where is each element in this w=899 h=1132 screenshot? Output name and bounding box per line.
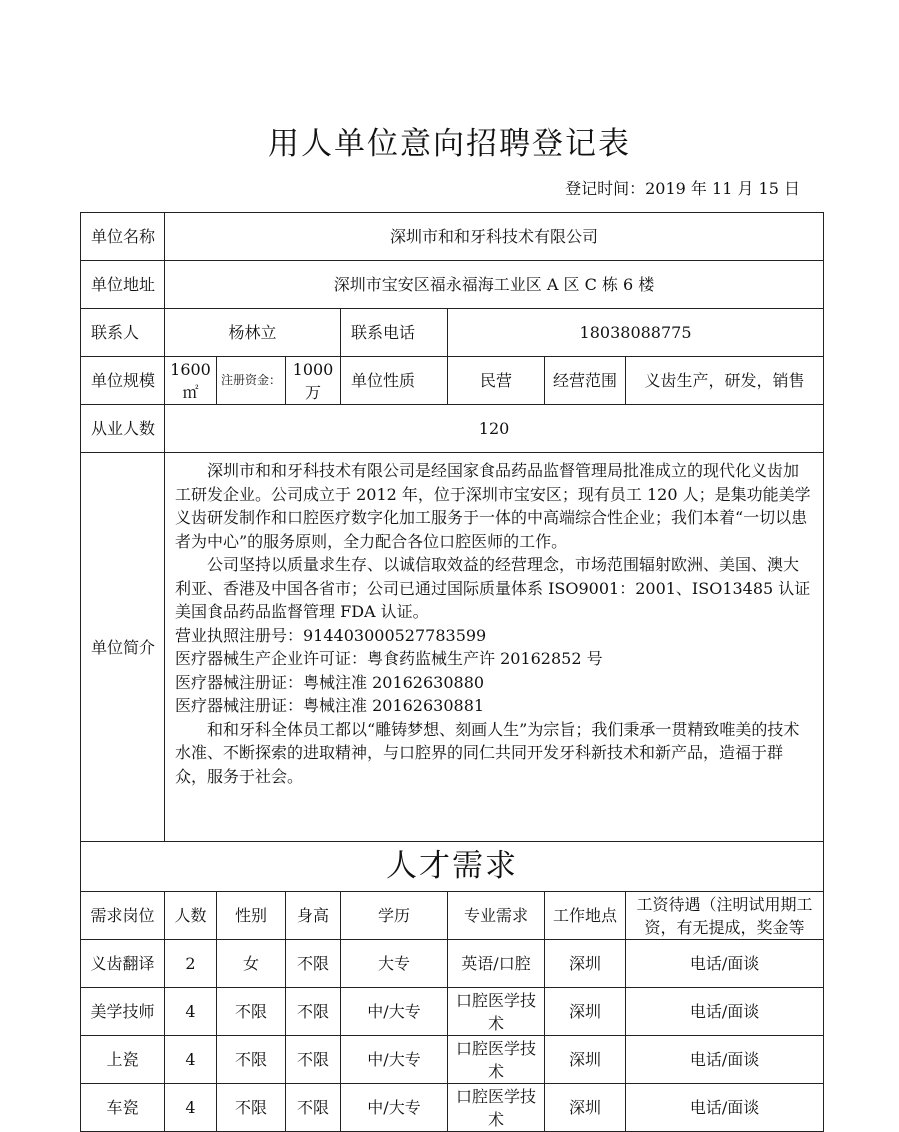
table-row <box>81 940 824 988</box>
cell-salary: 电话/面谈 <box>626 940 824 988</box>
intro-line: 医疗器械注册证：粤械注准 20162630881 <box>175 696 485 715</box>
cell-gender: 女 <box>217 940 286 988</box>
cell-height: 不限 <box>286 1036 341 1084</box>
company-name-label: 单位名称 <box>81 213 165 261</box>
company-address-label: 单位地址 <box>81 261 165 309</box>
cell-position: 车瓷 <box>81 1084 165 1132</box>
cell-education: 中/大专 <box>341 1036 448 1084</box>
table-row <box>81 1036 824 1084</box>
header-height: 身高 <box>286 892 341 940</box>
intro-paragraph: 深圳市和和牙科技术有限公司是经国家食品药品监督管理局批准成立的现代化义齿加工研发企业。公司成立于 2012 年，位于深圳市宝安区；现有员工 120 人；是集功能美学义齿研发制作和口腔医疗数字化加工服务于一体的中高端综合性企业；我们本着“一切以患者为中心”的服务原则，全力配合各位口腔医师的工作。 <box>175 461 811 551</box>
cell-location: 深圳 <box>545 940 626 988</box>
cell-count: 2 <box>165 940 217 988</box>
row-talent-title <box>81 842 824 892</box>
employees-label: 从业人数 <box>81 405 165 453</box>
company-nature: 民营 <box>448 357 545 405</box>
cell-major: 口腔医学技术 <box>448 1084 545 1132</box>
intro-line: 医疗器械生产企业许可证：粤食药监械生产许 20162852 号 <box>175 649 603 668</box>
row-intro <box>81 453 824 842</box>
intro-line: 营业执照注册号：914403000527783599 <box>175 625 487 645</box>
company-intro <box>165 453 824 842</box>
capital-label: 注册资金： <box>217 357 286 405</box>
cell-major: 英语/口腔 <box>448 940 545 988</box>
contact-phone: 18038088775 <box>448 309 824 357</box>
header-major: 专业需求 <box>448 892 545 940</box>
intro-line: 美国食品药品监督管理 FDA 认证。 <box>175 602 429 621</box>
scale-label: 单位规模 <box>81 357 165 405</box>
cell-salary: 电话/面谈 <box>626 1084 824 1132</box>
header-gender: 性别 <box>217 892 286 940</box>
header-salary: 工资待遇（注明试用期工资，有无提成，奖金等 <box>626 892 824 940</box>
cell-position: 上瓷 <box>81 1036 165 1084</box>
cell-height: 不限 <box>286 988 341 1036</box>
cell-count: 4 <box>165 1036 217 1084</box>
talent-section-title: 人才需求 <box>81 842 824 892</box>
cell-major: 口腔医学技术 <box>448 1036 545 1084</box>
page-title: 用人单位意向招聘登记表 <box>268 126 631 162</box>
cell-position: 义齿翻译 <box>81 940 165 988</box>
intro-paragraph: 和和牙科全体员工都以“雕铸梦想、刻画人生”为宗旨；我们秉承一贯精致唯美的技术水准、不断探索的进取精神，与口腔界的同仁共同开发牙科新技术和新产品，造福于群众，服务于社会。 <box>175 719 800 786</box>
intro-paragraph: 公司坚持以质量求生存、以诚信取效益的经营理念，市场范围辐射欧洲、美国、澳大利亚、香港及中国各省市；公司已通过国际质量体系 ISO9001：2001、ISO13485 认证 <box>175 555 811 598</box>
header-position: 需求岗位 <box>81 892 165 940</box>
cell-education: 中/大专 <box>341 1084 448 1132</box>
business-scope: 义齿生产，研发，销售 <box>626 357 824 405</box>
contact-name: 杨林立 <box>165 309 341 357</box>
table-row <box>81 988 824 1036</box>
business-label: 经营范围 <box>545 357 626 405</box>
cell-major: 口腔医学技术 <box>448 988 545 1036</box>
company-address: 深圳市宝安区福永福海工业区 A 区 C 栋 6 楼 <box>165 261 824 309</box>
row-contact <box>81 309 824 357</box>
header-location: 工作地点 <box>545 892 626 940</box>
cell-gender: 不限 <box>217 1036 286 1084</box>
cell-height: 不限 <box>286 1084 341 1132</box>
header-count: 人数 <box>165 892 217 940</box>
registered-capital: 1000 万 <box>286 357 341 405</box>
cell-location: 深圳 <box>545 1084 626 1132</box>
register-date: 登记时间：2019 年 11 月 15 日 <box>565 179 800 198</box>
cell-count: 4 <box>165 1084 217 1132</box>
cell-education: 大专 <box>341 940 448 988</box>
registration-form <box>80 212 824 1132</box>
cell-salary: 电话/面谈 <box>626 988 824 1036</box>
talent-header-row <box>81 892 824 940</box>
intro-line: 医疗器械注册证：粤械注准 20162630880 <box>175 672 485 692</box>
cell-count: 4 <box>165 988 217 1036</box>
table-row <box>81 1084 824 1132</box>
cell-location: 深圳 <box>545 1036 626 1084</box>
cell-position: 美学技师 <box>81 988 165 1036</box>
cell-salary: 电话/面谈 <box>626 1036 824 1084</box>
nature-label: 单位性质 <box>341 357 448 405</box>
intro-label: 单位简介 <box>81 453 165 842</box>
cell-gender: 不限 <box>217 1084 286 1132</box>
cell-height: 不限 <box>286 940 341 988</box>
contact-label: 联系人 <box>81 309 165 357</box>
phone-label: 联系电话 <box>341 309 448 357</box>
row-company-address <box>81 261 824 309</box>
row-employees <box>81 405 824 453</box>
row-company-name <box>81 213 824 261</box>
company-name: 深圳市和和牙科技术有限公司 <box>165 213 824 261</box>
employee-count: 120 <box>165 405 824 453</box>
cell-location: 深圳 <box>545 988 626 1036</box>
row-scale <box>81 357 824 405</box>
company-scale: 1600 ㎡ <box>165 357 217 405</box>
header-education: 学历 <box>341 892 448 940</box>
cell-education: 中/大专 <box>341 988 448 1036</box>
cell-gender: 不限 <box>217 988 286 1036</box>
